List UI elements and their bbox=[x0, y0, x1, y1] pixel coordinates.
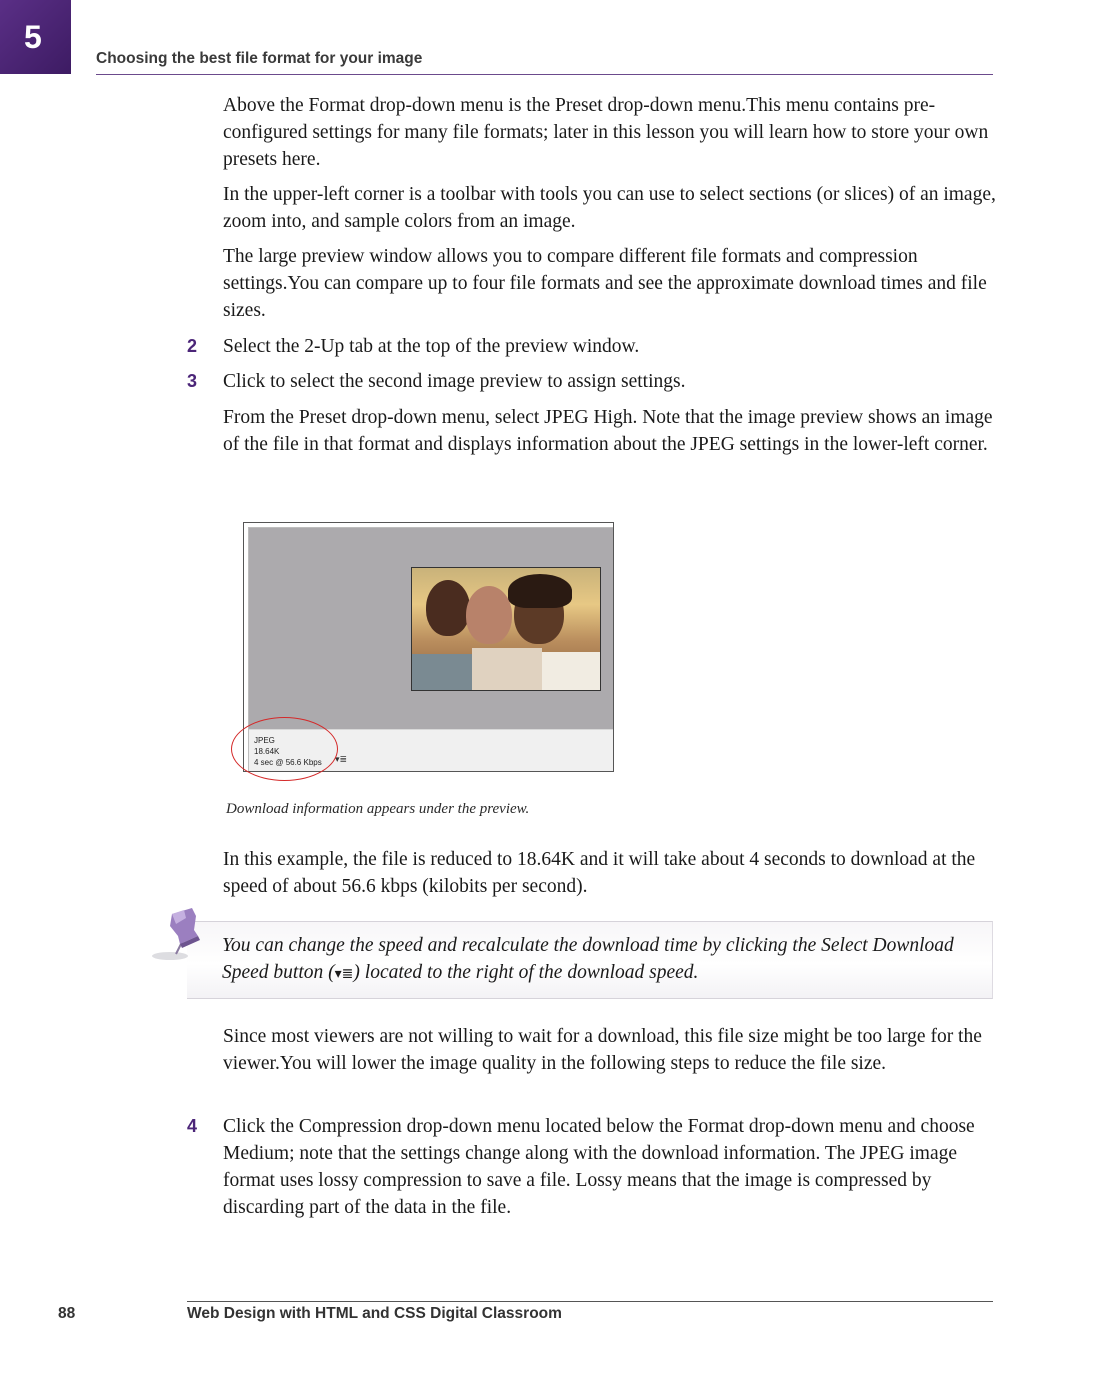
step-text: Click to select the second image preview to assign settings. bbox=[223, 371, 686, 392]
paragraph-toolbar: In the upper-left corner is a toolbar with tools you can use to select sections (or slices) of an image, zoom into, and sample colors from an image. bbox=[223, 184, 996, 232]
running-head: Choosing the best file format for your image bbox=[96, 50, 423, 67]
image-preview-area bbox=[249, 528, 613, 729]
tip-text bbox=[222, 932, 982, 988]
paragraph-preset-jpeg-high: From the Preset drop-down menu, select JPEG High. Note that the image preview shows an image of the file in that format and displays information about the JPEG settings in the lower-left corner. bbox=[223, 407, 993, 455]
select-download-speed-icon[interactable]: ▾≣ bbox=[335, 755, 348, 765]
step-text: Select the 2-Up tab at the top of the preview window. bbox=[223, 336, 640, 357]
header-divider bbox=[96, 74, 993, 75]
chapter-number: 5 bbox=[24, 18, 42, 55]
paragraph-preview-window: The large preview window allows you to compare different file formats and compression settings.You can compare up to four file formats and see the approximate download times and file sizes. bbox=[223, 246, 987, 321]
file-format: JPEG bbox=[254, 736, 275, 745]
tip-text-before: You can change the speed and recalculate the download time by clicking the Select Download Speed button ( bbox=[222, 935, 954, 983]
speed-menu-icon: ▾≣ bbox=[334, 966, 354, 982]
paragraph-preset-menu: Above the Format drop-down menu is the Preset drop-down menu.This menu contains pre-configured settings for many file formats; later in this lesson you will learn how to store your own presets here. bbox=[223, 95, 989, 170]
download-time: 4 sec @ 56.6 Kbps bbox=[254, 758, 322, 767]
step-number: 4 bbox=[187, 1116, 198, 1136]
page-number: 88 bbox=[58, 1305, 76, 1322]
step-text: Click the Compression drop-down menu located below the Format drop-down menu and choose Medium; note that the settings change along with the download information. The JPEG image format uses lossy compression to save a file. Lossy means that the image is compressed by discarding part of the data in the file. bbox=[223, 1116, 975, 1218]
step-number: 3 bbox=[187, 371, 198, 391]
file-size: 18.64K bbox=[254, 747, 280, 756]
chapter-number-tab bbox=[0, 0, 71, 74]
preview-photo bbox=[411, 567, 601, 691]
highlight-ellipse bbox=[231, 717, 338, 781]
tip-text-after: ) located to the right of the download speed. bbox=[353, 962, 699, 983]
footer-divider bbox=[187, 1301, 993, 1302]
pushpin-icon bbox=[150, 904, 220, 966]
book-title: Web Design with HTML and CSS Digital Classroom bbox=[187, 1305, 562, 1322]
step-number: 2 bbox=[187, 336, 198, 356]
paragraph-file-size: Since most viewers are not willing to wait for a download, this file size might be too large for the viewer.You will lower the image quality in the following steps to reduce the file size. bbox=[223, 1026, 982, 1074]
figure-caption: Download information appears under the preview. bbox=[226, 801, 530, 817]
paragraph-example: In this example, the file is reduced to 18.64K and it will take about 4 seconds to download at the speed of about 56.6 kbps (kilobits per second). bbox=[223, 849, 976, 897]
